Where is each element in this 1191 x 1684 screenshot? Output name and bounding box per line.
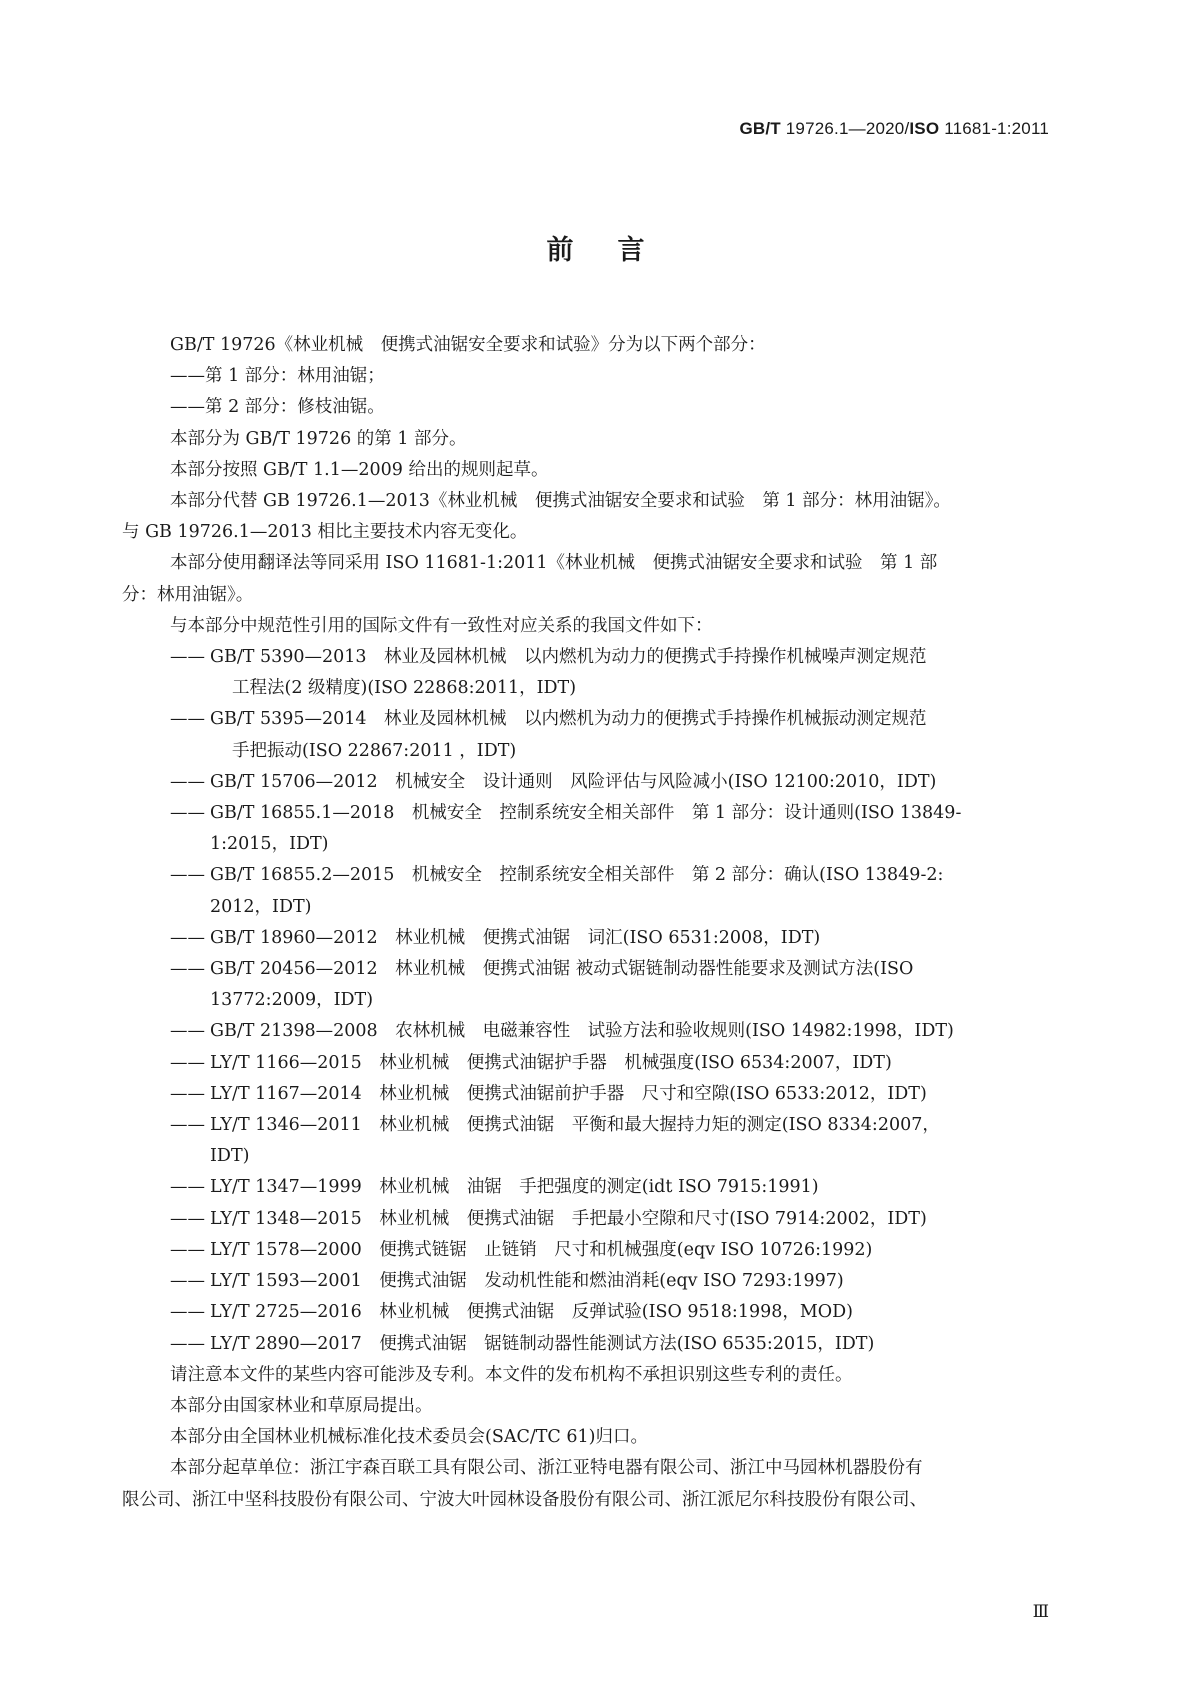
reference-line1: GB/T 16855.1—2018 机械安全 控制系统安全相关部件 第 1 部分：设计通则(ISO 13849-: [210, 803, 962, 824]
list-item: [170, 1235, 1055, 1266]
reference-line1: LY/T 1578—2000 便携式链锯 止链销 尺寸和机械强度(eqv ISO 10726:1992): [210, 1239, 873, 1260]
reference-line1: LY/T 1593—2001 便携式油锯 发动机性能和燃油消耗(eqv ISO 7293:1997): [210, 1271, 844, 1292]
list-dash: ——: [170, 959, 205, 980]
foreword-body: [122, 330, 1055, 1516]
list-dash: ——: [170, 709, 205, 730]
paragraph-patent-notice: 请注意本文件的某些内容可能涉及专利。本文件的发布机构不承担识别这些专利的责任。: [170, 1364, 853, 1385]
list-item: [170, 1110, 1055, 1172]
list-dash: ——: [170, 1021, 205, 1042]
list-item: [170, 954, 1055, 1016]
list-item: [170, 767, 1055, 798]
list-dash: ——: [170, 1052, 205, 1073]
paragraph-proposer: 本部分由国家林业和草原局提出。: [170, 1395, 433, 1416]
reference-line1: GB/T 21398—2008 农林机械 电磁兼容性 试验方法和验收规则(ISO 14982:1998，IDT): [210, 1021, 954, 1042]
list-dash: ——: [170, 1333, 205, 1354]
reference-list: [170, 642, 1055, 1360]
list-dash: ——: [170, 771, 205, 792]
paragraph-replaces-line1: 本部分代替 GB 19726.1—2013《林业机械 便携式油锯安全要求和试验 第 1 部分：林用油锯》。: [170, 491, 951, 512]
paragraph-drafting-rules: 本部分按照 GB/T 1.1—2009 给出的规则起草。: [170, 459, 549, 480]
reference-line2: 13772:2009，IDT): [210, 990, 374, 1011]
list-item: [170, 1266, 1055, 1297]
reference-line1: LY/T 1167—2014 林业机械 便携式油锯前护手器 尺寸和空隙(ISO 6533:2012，IDT): [210, 1083, 927, 1104]
reference-line2: 手把振动(ISO 22867:2011 ，IDT): [232, 740, 517, 761]
list-dash: ——: [170, 1083, 205, 1104]
list-dash: ——: [170, 1115, 205, 1136]
reference-line1: LY/T 1348—2015 林业机械 便携式油锯 手把最小空隙和尺寸(ISO 7914:2002，IDT): [210, 1208, 927, 1229]
list-item: [170, 1048, 1055, 1079]
reference-line1: GB/T 5395—2014 林业及园林机械 以内燃机为动力的便携式手持操作机械振动测定规范: [210, 709, 927, 730]
list-item: [170, 1329, 1055, 1360]
list-item: [170, 1204, 1055, 1235]
list-dash: ——: [170, 1302, 205, 1323]
reference-line1: LY/T 2725—2016 林业机械 便携式油锯 反弹试验(ISO 9518:1998，MOD): [210, 1302, 853, 1323]
list-dash: ——: [170, 647, 205, 668]
list-item: [170, 923, 1055, 954]
paragraph-adoption-line2: 分：林用油锯》。: [122, 584, 254, 605]
list-item: [170, 642, 1055, 704]
list-item: [170, 798, 1055, 860]
header-code-prefix: GB/T: [739, 119, 781, 138]
list-item: [170, 1079, 1055, 1110]
list-dash: ——: [170, 865, 205, 886]
reference-line1: GB/T 16855.2—2015 机械安全 控制系统安全相关部件 第 2 部分：确认(ISO 13849-2:: [210, 865, 944, 886]
header-code-iso: ISO: [909, 119, 940, 138]
standard-code-header: [739, 119, 1049, 139]
reference-line2: 工程法(2 级精度)(ISO 22868:2011，IDT): [232, 678, 577, 699]
reference-line1: LY/T 1347—1999 林业机械 油锯 手把强度的测定(idt ISO 7915:1991): [210, 1177, 819, 1198]
paragraph-adoption-line1: 本部分使用翻译法等同采用 ISO 11681-1:2011《林业机械 便携式油锯安全要求和试验 第 1 部: [170, 553, 938, 574]
paragraph-references-intro: 与本部分中规范性引用的国际文件有一致性对应关系的我国文件如下：: [170, 615, 713, 636]
list-dash: ——: [170, 1177, 205, 1198]
list-dash: ——: [170, 1208, 205, 1229]
reference-line2: IDT): [210, 1146, 250, 1167]
list-dash: ——: [170, 1239, 205, 1260]
reference-line1: LY/T 2890—2017 便携式油锯 锯链制动器性能测试方法(ISO 6535:2015，IDT): [210, 1333, 875, 1354]
reference-line1: GB/T 15706—2012 机械安全 设计通则 风险评估与风险减小(ISO 12100:2010，IDT): [210, 771, 937, 792]
paragraph-drafters-line2: 限公司、浙江中坚科技股份有限公司、宁波大叶园林设备股份有限公司、浙江派尼尔科技股份有限公司、: [122, 1489, 927, 1510]
page-number: Ⅲ: [1032, 1602, 1049, 1622]
reference-line1: LY/T 1166—2015 林业机械 便携式油锯护手器 机械强度(ISO 6534:2007，IDT): [210, 1052, 892, 1073]
paragraph-replaces-line2: 与 GB 19726.1—2013 相比主要技术内容无变化。: [122, 522, 528, 543]
reference-line2: 2012，IDT): [210, 896, 312, 917]
page-title: 前言: [546, 235, 689, 266]
reference-line2: 1:2015，IDT): [210, 834, 329, 855]
list-dash: ——: [170, 803, 205, 824]
list-dash: ——: [170, 1271, 205, 1292]
paragraph-drafters-line1: 本部分起草单位：浙江宇森百联工具有限公司、浙江亚特电器有限公司、浙江中马园林机器股份有: [170, 1458, 923, 1479]
paragraph-part-scope: 本部分为 GB/T 19726 的第 1 部分。: [170, 428, 467, 449]
list-item: [170, 1016, 1055, 1047]
reference-line1: GB/T 5390—2013 林业及园林机械 以内燃机为动力的便携式手持操作机械噪声测定规范: [210, 647, 927, 668]
list-item: [170, 1297, 1055, 1328]
header-code-number: 19726.1—2020/: [780, 119, 910, 138]
list-dash: ——: [170, 927, 205, 948]
reference-line1: LY/T 1346—2011 林业机械 便携式油锯 平衡和最大握持力矩的测定(ISO 8334:2007，: [210, 1115, 940, 1136]
reference-line1: GB/T 20456—2012 林业机械 便携式油锯 被动式锯链制动器性能要求及测试方法(ISO: [210, 959, 914, 980]
header-code-iso-number: 11681-1:2011: [939, 119, 1049, 138]
reference-line1: GB/T 18960—2012 林业机械 便携式油锯 词汇(ISO 6531:2008，IDT): [210, 927, 821, 948]
list-item-part1: ——第 1 部分：林用油锯；: [170, 366, 385, 387]
list-item: [170, 1172, 1055, 1203]
list-item: [170, 704, 1055, 766]
list-item: [170, 860, 1055, 922]
paragraph-parts-intro: GB/T 19726《林业机械 便携式油锯安全要求和试验》分为以下两个部分：: [170, 335, 766, 355]
paragraph-committee: 本部分由全国林业机械标准化技术委员会(SAC/TC 61)归口。: [170, 1427, 648, 1448]
list-item-part2: ——第 2 部分：修枝油锯。: [170, 397, 385, 418]
